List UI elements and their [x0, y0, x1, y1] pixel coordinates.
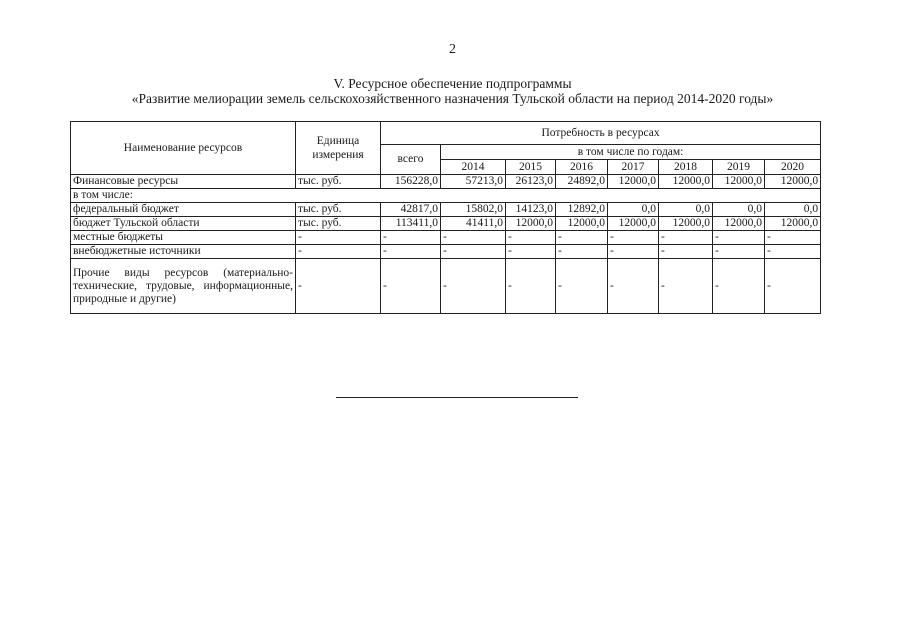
row-unit: -: [296, 245, 381, 259]
row-value: -: [556, 259, 608, 314]
row-value: -: [506, 259, 556, 314]
row-value: 12000,0: [556, 217, 608, 231]
row-value: -: [608, 231, 659, 245]
row-unit: тыс. руб.: [296, 203, 381, 217]
row-value: 0,0: [713, 203, 765, 217]
table-row: [71, 245, 821, 259]
row-name: федеральный бюджет: [71, 203, 296, 217]
row-value: 14123,0: [506, 203, 556, 217]
row-value: 12000,0: [713, 217, 765, 231]
row-value: -: [556, 245, 608, 259]
row-value: -: [441, 231, 506, 245]
row-total: 42817,0: [381, 203, 441, 217]
header-year-2020: 2020: [765, 160, 821, 175]
row-name: Финансовые ресурсы: [71, 175, 296, 189]
row-value: 12000,0: [608, 217, 659, 231]
header-year-2017: 2017: [608, 160, 659, 175]
row-value: -: [441, 259, 506, 314]
row-name: бюджет Тульской области: [71, 217, 296, 231]
row-value: 0,0: [608, 203, 659, 217]
table-row: [71, 231, 821, 245]
table-row: [71, 189, 821, 203]
header-by-years: в том числе по годам:: [441, 145, 821, 160]
row-name: местные бюджеты: [71, 231, 296, 245]
row-value: -: [506, 245, 556, 259]
page-number: 2: [449, 42, 456, 57]
header-total: всего: [381, 145, 441, 175]
row-value: -: [659, 231, 713, 245]
row-value: -: [659, 245, 713, 259]
row-value: 12000,0: [659, 217, 713, 231]
row-value: 12000,0: [765, 175, 821, 189]
row-value: 12000,0: [506, 217, 556, 231]
row-unit: -: [296, 231, 381, 245]
row-unit: тыс. руб.: [296, 217, 381, 231]
row-unit: тыс. руб.: [296, 175, 381, 189]
header-unit: Единица измерения: [296, 122, 381, 175]
header-year-2014: 2014: [441, 160, 506, 175]
row-name: внебюджетные источники: [71, 245, 296, 259]
title-line-1: V. Ресурсное обеспечение подпрограммы: [333, 76, 572, 91]
table-row: [71, 259, 821, 314]
row-value: 41411,0: [441, 217, 506, 231]
header-year-2018: 2018: [659, 160, 713, 175]
table-row: [71, 217, 821, 231]
table-row: [71, 203, 821, 217]
row-value: -: [506, 231, 556, 245]
row-value: 12892,0: [556, 203, 608, 217]
header-need: Потребность в ресурсах: [381, 122, 821, 145]
row-value: 12000,0: [608, 175, 659, 189]
header-name: Наименование ресурсов: [71, 122, 296, 175]
header-year-2019: 2019: [713, 160, 765, 175]
row-name: Прочие виды ресурсов (материально-технические, трудовые, информационные, природные и другие): [71, 259, 296, 314]
row-value: -: [713, 245, 765, 259]
row-value: 12000,0: [713, 175, 765, 189]
row-value: 0,0: [659, 203, 713, 217]
row-value: -: [659, 259, 713, 314]
row-value: 24892,0: [556, 175, 608, 189]
row-value: 12000,0: [765, 217, 821, 231]
row-total: 113411,0: [381, 217, 441, 231]
row-total: -: [381, 259, 441, 314]
row-value: 15802,0: [441, 203, 506, 217]
row-value: 57213,0: [441, 175, 506, 189]
header-year-2016: 2016: [556, 160, 608, 175]
row-total: 156228,0: [381, 175, 441, 189]
row-total: -: [381, 245, 441, 259]
row-value: -: [765, 259, 821, 314]
row-subheading: в том числе:: [71, 189, 821, 203]
table-row: [71, 175, 821, 189]
row-value: -: [765, 245, 821, 259]
resources-table: [70, 121, 821, 314]
row-value: -: [608, 259, 659, 314]
row-value: -: [556, 231, 608, 245]
separator-line: [336, 397, 578, 398]
document-title: [0, 76, 905, 106]
row-value: 12000,0: [659, 175, 713, 189]
row-value: 26123,0: [506, 175, 556, 189]
row-total: -: [381, 231, 441, 245]
row-value: -: [608, 245, 659, 259]
header-year-2015: 2015: [506, 160, 556, 175]
row-value: -: [765, 231, 821, 245]
row-value: 0,0: [765, 203, 821, 217]
row-value: -: [713, 231, 765, 245]
row-value: -: [441, 245, 506, 259]
row-unit: -: [296, 259, 381, 314]
row-value: -: [713, 259, 765, 314]
title-line-2: «Развитие мелиорации земель сельскохозяйственного назначения Тульской области на период 2014-2020 годы»: [131, 91, 774, 106]
